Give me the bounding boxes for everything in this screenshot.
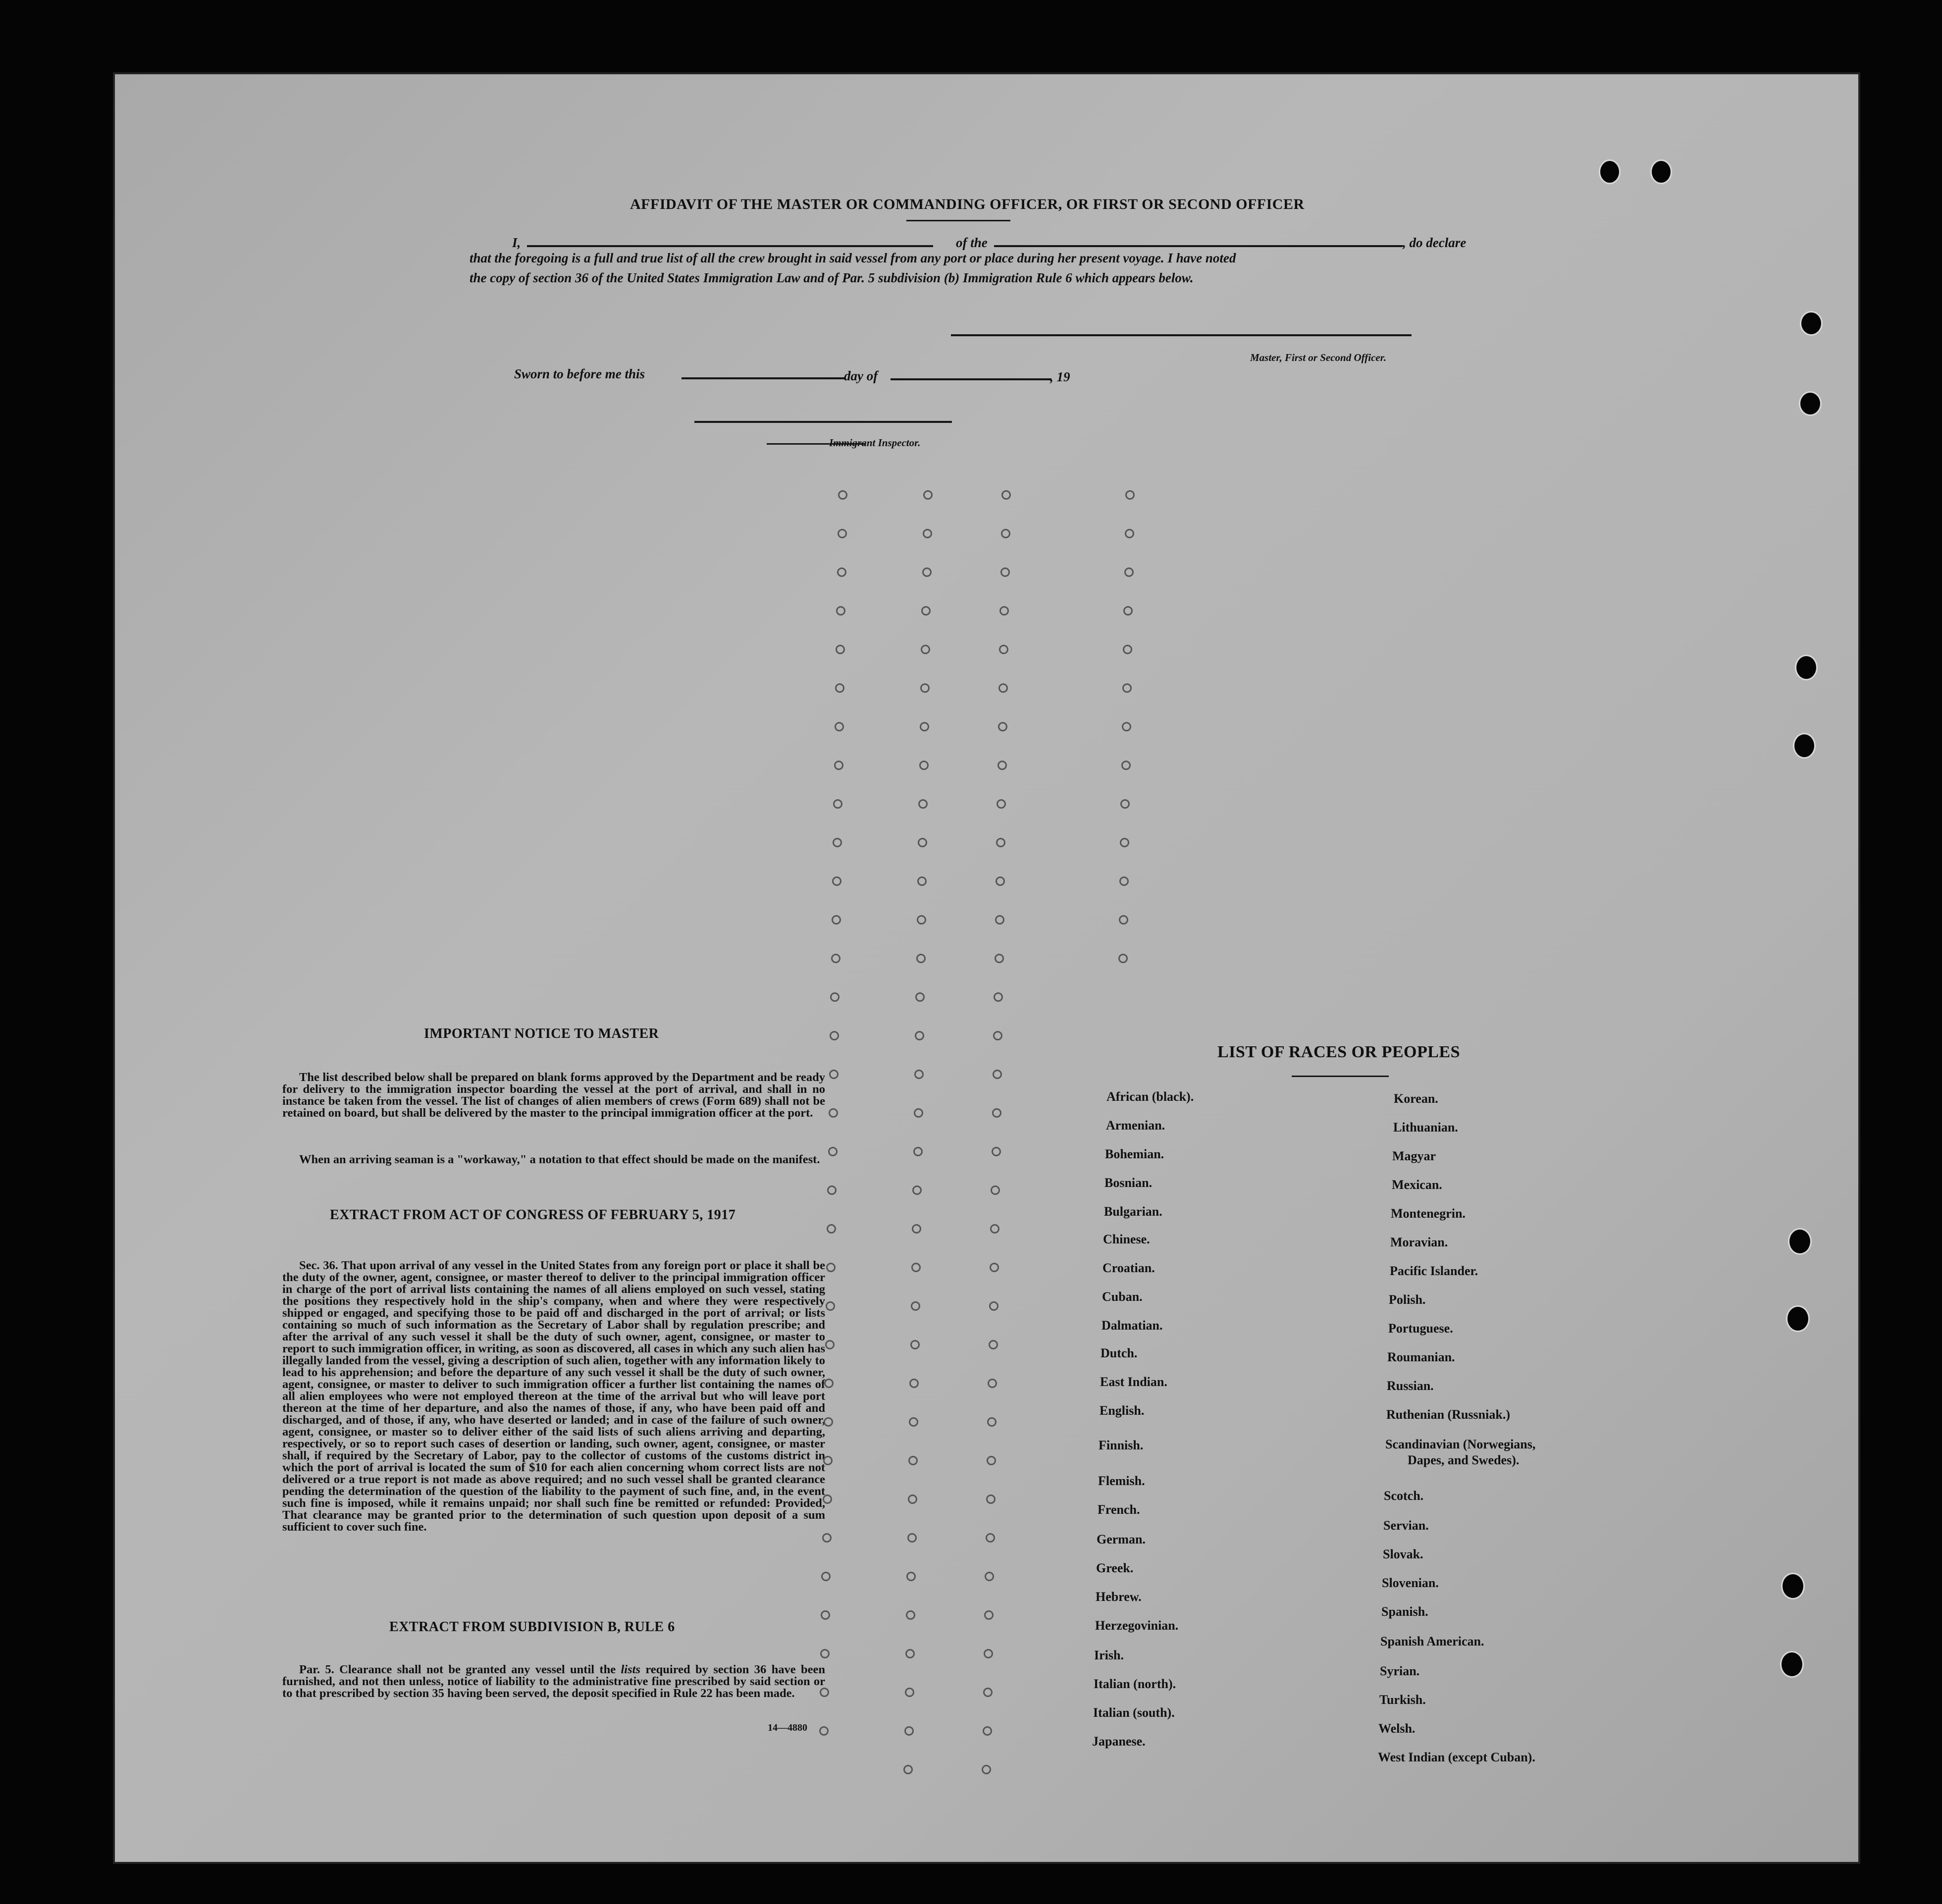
bleed-dot (995, 915, 1004, 925)
bleed-dot (822, 1533, 832, 1543)
affidavit-i-label: I, (512, 235, 521, 250)
race-item: Dapes, and Swedes). (1408, 1453, 1520, 1467)
race-item: Italian (south). (1093, 1705, 1175, 1720)
bleed-dot (918, 799, 928, 809)
bleed-dot (1000, 567, 1010, 577)
bleed-dot (913, 1147, 923, 1156)
bleed-dot (914, 1070, 924, 1079)
binder-hole (1786, 1305, 1810, 1332)
race-item: Armenian. (1106, 1118, 1165, 1132)
bleed-dot (998, 683, 1008, 693)
binder-hole (1780, 1651, 1804, 1678)
race-item: French. (1098, 1502, 1140, 1517)
race-item: Flemish. (1098, 1474, 1145, 1488)
bleed-dot (834, 761, 843, 770)
bleed-dot (1124, 567, 1134, 577)
bleed-dot (824, 1379, 834, 1388)
sworn-label: Sworn to before me this (514, 366, 645, 381)
form-number: 14—4880 (768, 1722, 807, 1733)
race-item: Scotch. (1384, 1489, 1424, 1503)
sworn-day-of-label: day of (844, 368, 878, 383)
bleed-dot (906, 1610, 915, 1620)
race-item: Irish. (1094, 1648, 1124, 1662)
rule-text-lists: lists (621, 1663, 640, 1676)
bleed-dot (837, 567, 846, 577)
bleed-dot (907, 1533, 917, 1543)
inspector-signature-line (694, 421, 952, 423)
race-item: Scandinavian (Norwegians, (1385, 1437, 1536, 1451)
bleed-dot (820, 1688, 829, 1697)
binder-hole (1599, 159, 1621, 184)
race-item: Dalmatian. (1102, 1318, 1163, 1333)
bleed-dot (996, 838, 1005, 847)
race-item: Ruthenian (Russniak.) (1386, 1407, 1510, 1422)
bleed-dot (997, 799, 1006, 809)
bleed-dot (988, 1379, 997, 1388)
bleed-dot (996, 876, 1005, 886)
act-section-label: Sec. 36. (299, 1259, 338, 1272)
race-item: Welsh. (1378, 1721, 1416, 1736)
bleed-dot (983, 1726, 992, 1736)
bleed-dot (838, 529, 847, 538)
race-item: East Indian. (1100, 1375, 1167, 1389)
bleed-dot (921, 645, 930, 654)
bleed-dot (990, 1263, 999, 1272)
bleed-dot (920, 683, 930, 693)
bleed-dot (993, 1070, 1002, 1079)
bleed-dot (920, 722, 929, 731)
bleed-dot (836, 645, 845, 654)
bleed-dot (912, 1224, 921, 1234)
races-title-underline (1292, 1076, 1389, 1077)
bleed-dot (904, 1726, 914, 1736)
inspector-label: Immigrant Inspector. (829, 437, 921, 449)
bleed-dot (905, 1688, 914, 1697)
bleed-dot (1001, 490, 1011, 500)
race-item: Pacific Islander. (1390, 1264, 1478, 1278)
bleed-dot (824, 1417, 833, 1427)
bleed-dot (832, 915, 841, 925)
bleed-dot (835, 683, 844, 693)
act-title: EXTRACT FROM ACT OF CONGRESS OF FEBRUARY 5, 1917 (330, 1207, 736, 1223)
bleed-dot (831, 954, 840, 963)
bleed-dot (921, 606, 931, 616)
bleed-dot (1120, 838, 1129, 847)
race-item: West Indian (except Cuban). (1378, 1750, 1535, 1764)
bleed-dot (829, 1070, 839, 1079)
binder-hole (1800, 311, 1823, 336)
bleed-dot (908, 1494, 917, 1504)
vessel-name-line (994, 245, 1403, 247)
bleed-dot (923, 529, 932, 538)
bleed-dot (821, 1572, 831, 1581)
bleed-dot (833, 838, 842, 847)
race-item: Turkish. (1379, 1693, 1426, 1707)
bleed-dot (1122, 683, 1132, 693)
bleed-dot (836, 606, 845, 616)
bleed-dot (1123, 645, 1132, 654)
bleed-dot (909, 1417, 918, 1427)
bleed-dot (1001, 529, 1010, 538)
bleed-dot (916, 954, 926, 963)
bleed-dot (917, 915, 926, 925)
bleed-dot (909, 1379, 919, 1388)
bleed-dot (984, 1610, 994, 1620)
rule-text-a: Clearance shall not be granted any vessel until the (339, 1663, 616, 1676)
sworn-day-line (682, 377, 846, 379)
bleed-dot (911, 1263, 921, 1272)
bleed-dot (997, 761, 1007, 770)
race-item: Finnish. (1099, 1438, 1144, 1452)
bleed-dot (919, 761, 929, 770)
race-item: Spanish. (1381, 1604, 1428, 1619)
bleed-dot (986, 1533, 995, 1543)
bleed-dot (914, 1108, 923, 1118)
race-item: German. (1097, 1532, 1146, 1546)
race-item: Croatian. (1102, 1261, 1155, 1275)
bleed-dot (922, 567, 932, 577)
notice-paragraph-1-text: The list described below shall be prepared on blank forms approved by the Department and be ready for delivery to the immigration inspector boarding the vessel at the port of arrival, and shall in no instance be taken from the vessel. The list of changes of alien members of crews (Form 689) shall not be retained on board, but shall be delivered by the master to the principal immigration officer at the port. (282, 1071, 825, 1120)
bleed-dot (912, 1185, 922, 1195)
bleed-dot (1123, 606, 1133, 616)
bleed-dot (983, 1688, 993, 1697)
master-signature-line (951, 334, 1412, 336)
rule-paragraph-5 (282, 1664, 825, 1699)
bleed-dot (828, 1147, 838, 1156)
bleed-dot (1119, 876, 1129, 886)
bleed-dot (833, 799, 842, 809)
race-item: Polish. (1389, 1292, 1426, 1307)
rule-title: EXTRACT FROM SUBDIVISION B, RULE 6 (389, 1619, 675, 1635)
bleed-dot (1121, 761, 1131, 770)
bleed-dot (826, 1263, 836, 1272)
bleed-dot (1119, 915, 1128, 925)
notice-paragraph-2-text: When an arriving seaman is a "workaway," a notation to that effect should be made on the manifest. (299, 1153, 820, 1166)
race-item: Spanish American. (1380, 1634, 1484, 1648)
bleed-dot (903, 1765, 913, 1774)
race-item: African (black). (1106, 1089, 1194, 1104)
bleed-dot (819, 1726, 829, 1736)
bleed-dot (908, 1456, 918, 1465)
bleed-dot (992, 1108, 1001, 1118)
affidavit-declaration-line: that the foregoing is a full and true list of all the crew brought in said vessel from any port or place during her present voyage. I have noted (470, 251, 1236, 265)
bleed-dot (915, 992, 925, 1002)
bleed-dot (989, 1301, 998, 1311)
manifest-page (115, 74, 1858, 1862)
rule-par-label: Par. 5. (299, 1663, 334, 1676)
bleed-dot (823, 1456, 833, 1465)
bleed-dot (820, 1649, 830, 1658)
bleed-dot (999, 606, 1009, 616)
race-item: Hebrew. (1096, 1590, 1142, 1604)
bleed-dot (917, 876, 927, 886)
bleed-dot (1125, 529, 1134, 538)
bleed-dot (1122, 722, 1131, 731)
master-signature-label: Master, First or Second Officer. (1250, 352, 1386, 363)
binder-hole (1799, 391, 1822, 416)
bleed-dot (999, 645, 1008, 654)
bleed-dot (990, 1224, 999, 1234)
bleed-dot (993, 1031, 1002, 1040)
bleed-dot (923, 490, 933, 500)
act-section-text: That upon arrival of any vessel in the United States from any foreign port or place it shall be the duty of the owner, agent, consignee, or master thereof to deliver to the principal immigration officer in charge of the port of arrival lists containing the names of all aliens employed on such vessel, stating the positions they respectively hold in the ship's company, when and where they were respectively shipped or engaged, and specifying those to be paid off and discharged in the port of arrival; or lists containing so much of such information as the Secretary of Labor shall by regulation prescribe; and after the arrival of any such vessel it shall be the duty of such owner, agent, consignee, or master to report to such immigration officer, in writing, as soon as discovered, all cases in which any such alien has illegally landed from the vessel, giving a description of such alien, together with any information likely to lead to his apprehension; and before the departure of any such vessel it shall be the duty of such owner, agent, consignee, or master to deliver to such immigration officer a further list containing the names of all alien employees who were not employed thereon at the time of the arrival but who will leave port thereon at the time of her departure, and also the names of those, if any, who have been paid off and discharged, and of those, if any, who have deserted or landed; and in case of the failure of such owner, agent, consignee, or master so to deliver either of the said lists of such aliens arriving and departing, respectively, or so to report such cases of desertion or landing, such owner, agent, consignee, or master shall, if required by the Secretary of Labor, pay to the collector of customs of the customs district in which the port of arrival is located the sum of $10 for each alien concerning whom correct lists are not delivered or a true report is not made as above required; and no such vessel shall be granted clearance pending the determination of the question of the liability to the payment of such fine, and, in the event such fine is imposed, while it remains unpaid; nor shall such fine be remitted or refunded: Provided, That clearance may be granted prior to the determination of such question upon deposit of a sum sufficient to cover such fine. (282, 1259, 825, 1534)
race-item: Bulgarian. (1104, 1204, 1162, 1219)
race-item: Slovak. (1383, 1547, 1423, 1561)
bleed-dot (906, 1572, 916, 1581)
bleed-dot (982, 1765, 991, 1774)
bleed-dot (905, 1649, 915, 1658)
declarant-name-line (527, 245, 933, 247)
act-section-36 (282, 1260, 825, 1533)
race-item: Servian. (1383, 1518, 1429, 1533)
affidavit-declare-label: , do declare (1403, 235, 1467, 250)
bleed-dot (821, 1610, 830, 1620)
race-item: Herzegovinian. (1095, 1618, 1179, 1633)
notice-title: IMPORTANT NOTICE TO MASTER (424, 1026, 659, 1041)
bleed-dot (992, 1147, 1001, 1156)
race-item: Mexican. (1392, 1178, 1442, 1192)
bleed-dot (1118, 954, 1128, 963)
race-item: Greek. (1096, 1561, 1134, 1575)
bleed-dot (985, 1572, 994, 1581)
bleed-dot (1125, 490, 1135, 500)
bleed-dot (994, 992, 1003, 1002)
bleed-dot (911, 1301, 920, 1311)
bleed-dot (918, 838, 927, 847)
sworn-month-line (891, 378, 1051, 380)
bleed-dot (830, 1031, 839, 1040)
bleed-dot (825, 1340, 835, 1349)
bleed-dot (1120, 799, 1130, 809)
bleed-dot (989, 1340, 998, 1349)
bleed-dot (827, 1185, 837, 1195)
race-item: Slovenian. (1382, 1576, 1439, 1590)
bleed-dot (826, 1301, 835, 1311)
affidavit-noted-line: the copy of section 36 of the United States Immigration Law and of Par. 5 subdivision (b) Immigration Rule 6 which appears below. (470, 270, 1194, 285)
race-item: Lithuanian. (1393, 1120, 1458, 1134)
bleed-dot (987, 1456, 996, 1465)
binder-hole (1650, 159, 1672, 184)
bleed-dot (835, 722, 844, 731)
binder-hole (1795, 655, 1818, 680)
bleed-dot (915, 1031, 924, 1040)
notice-paragraph-2 (282, 1154, 825, 1166)
title-underline (906, 220, 1010, 221)
sworn-year-label: , 19 (1050, 369, 1070, 384)
bleed-dot (823, 1494, 832, 1504)
bleed-dot (984, 1649, 993, 1658)
bleed-dot (829, 1108, 838, 1118)
bleed-dot (998, 722, 1007, 731)
binder-hole (1793, 733, 1816, 759)
race-item: Russian. (1387, 1379, 1434, 1393)
bleed-dot (838, 490, 847, 500)
races-title: LIST OF RACES OR PEOPLES (1217, 1043, 1461, 1061)
bleed-dot (995, 954, 1004, 963)
race-item: Magyar (1392, 1149, 1436, 1163)
race-item: Dutch. (1101, 1346, 1138, 1360)
race-item: Chinese. (1103, 1232, 1150, 1246)
bleed-dot (987, 1417, 997, 1427)
race-item: Italian (north). (1094, 1677, 1176, 1691)
binder-hole (1781, 1573, 1805, 1599)
binder-hole (1788, 1228, 1812, 1255)
bleed-dot (910, 1340, 920, 1349)
affidavit-of-the-label: of the (956, 235, 988, 250)
notice-paragraph-1 (282, 1072, 825, 1119)
race-item: English. (1100, 1403, 1145, 1418)
bleed-dot (830, 992, 840, 1002)
race-item: Bohemian. (1105, 1147, 1164, 1161)
race-item: Cuban. (1102, 1289, 1143, 1304)
bleed-dot (991, 1185, 1000, 1195)
race-item: Moravian. (1390, 1235, 1448, 1249)
affidavit-title: AFFIDAVIT OF THE MASTER OR COMMANDING OFFICER, OR FIRST OR SECOND OFFICER (630, 196, 1305, 212)
race-item: Japanese. (1092, 1734, 1146, 1749)
race-item: Bosnian. (1104, 1176, 1153, 1190)
race-item: Roumanian. (1387, 1350, 1455, 1364)
bleed-dot (827, 1224, 836, 1234)
rule-text-b: required by section 36 have been furnished, and not then unless, notice of liability to the administrative fine prescribed by said section or to that prescribed by section 35 having been served, the deposit specified in Rule 22 has been made. (282, 1663, 826, 1700)
bleed-dot (986, 1494, 996, 1504)
race-item: Syrian. (1380, 1664, 1420, 1678)
bleed-dot (832, 876, 841, 886)
race-item: Montenegrin. (1391, 1206, 1466, 1221)
race-item: Portuguese. (1388, 1321, 1453, 1336)
race-item: Korean. (1394, 1091, 1438, 1106)
